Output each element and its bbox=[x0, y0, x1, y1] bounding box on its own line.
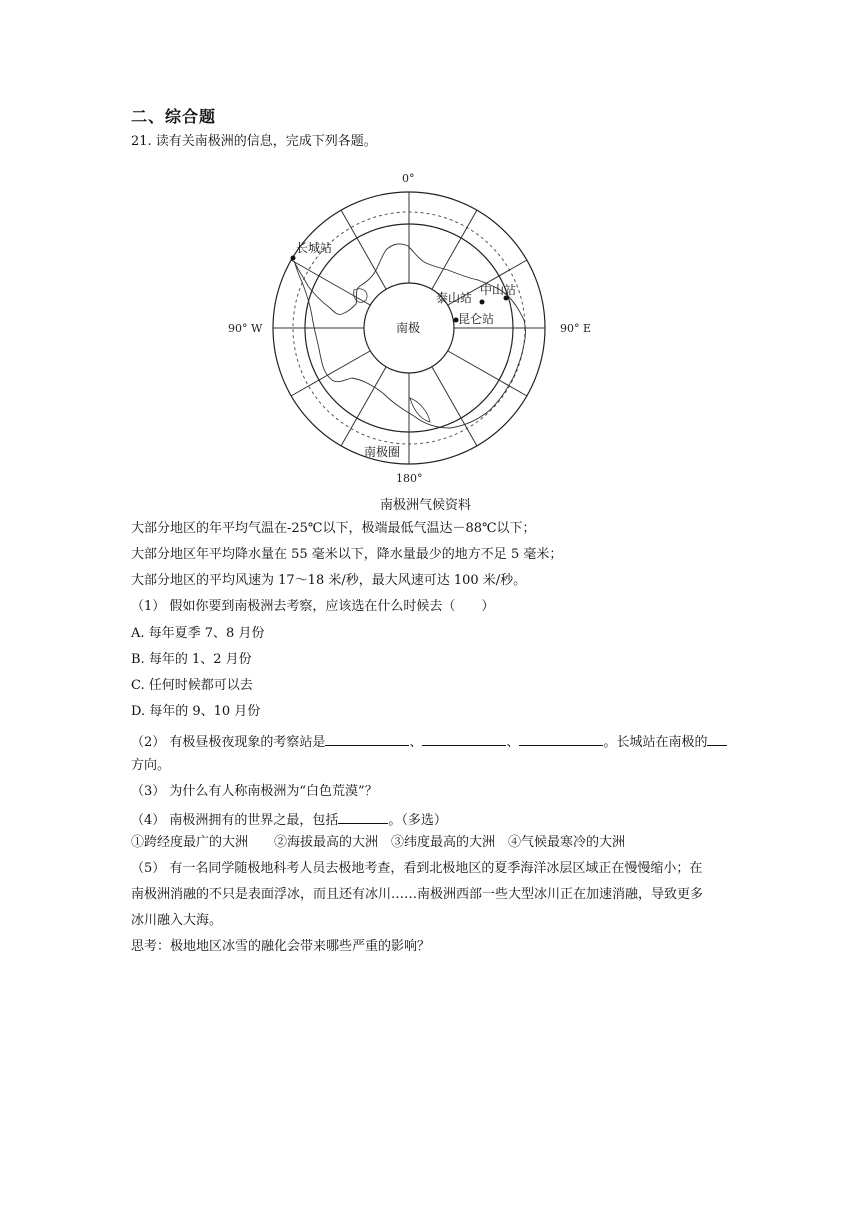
label-90e: 90° E bbox=[560, 322, 592, 335]
antarctica-map bbox=[224, 166, 594, 496]
option-c: C. 任何时候都可以去 bbox=[131, 678, 253, 693]
option-a: A. 每年夏季 7、8 月份 bbox=[131, 626, 265, 641]
answer-blank-5[interactable] bbox=[338, 809, 388, 824]
great-wall-station-dot bbox=[291, 256, 296, 261]
question-2-middle: 。长城站在南极的 bbox=[603, 735, 708, 750]
think-question: 思考：极地地区冰雪的融化会带来哪些严重的影响？ bbox=[131, 939, 431, 954]
antarctica-coastline bbox=[294, 244, 526, 428]
question-3: （3） 为什么有人称南极洲为“白色荒漠”？ bbox=[131, 784, 378, 799]
taishan-station-label: 泰山站 bbox=[436, 291, 473, 305]
question-5-line2: 南极洲消融的不只是表面浮冰，而且还有冰川……南极洲西部一些大型冰川正在加速消融，导致更多 bbox=[131, 887, 704, 902]
zhongshan-station-label: 中山站 bbox=[480, 283, 517, 297]
question-4-options: ①跨经度最广的大洲 ②海拔最高的大洲 ③纬度最高的大洲 ④气候最寒冷的大洲 bbox=[131, 835, 626, 850]
question-2-sep1: 、 bbox=[409, 735, 423, 750]
climate-temperature: 大部分地区的年平均气温在-25℃以下，极端最低气温达－88℃以下； bbox=[131, 521, 536, 536]
great-wall-station-label: 长城站 bbox=[296, 241, 333, 255]
question-4-suffix: 。（多选） bbox=[388, 813, 447, 828]
section-title: 二、综合题 bbox=[131, 107, 217, 126]
option-d: D. 每年的 9、10 月份 bbox=[131, 704, 261, 719]
climate-precipitation: 大部分地区年平均降水量在 55 毫米以下，降水量最少的地方不足 5 毫米； bbox=[131, 547, 563, 562]
question-2-prefix: （2） 有极昼极夜现象的考察站是 bbox=[131, 735, 326, 750]
answer-blank-3[interactable] bbox=[519, 731, 603, 746]
figure-caption: 南极洲气候资料 bbox=[380, 498, 472, 513]
kunlun-station-label: 昆仑站 bbox=[458, 312, 495, 326]
question-2 bbox=[131, 731, 727, 752]
question-5-line3: 冰川融入大海。 bbox=[131, 913, 223, 928]
question-1: （1） 假如你要到南极洲去考察，应该选在什么时候去（ ） bbox=[131, 599, 495, 614]
answer-blank-4[interactable] bbox=[707, 731, 727, 746]
ross-ice-shelf-outline bbox=[410, 398, 430, 422]
taishan-station-dot bbox=[480, 300, 485, 305]
label-180: 180° bbox=[396, 472, 423, 485]
option-b: B. 每年的 1、2 月份 bbox=[131, 652, 252, 667]
answer-blank-2[interactable] bbox=[422, 731, 506, 746]
question-4-prefix: （4） 南极洲拥有的世界之最，包括 bbox=[131, 813, 339, 828]
south-pole-label: 南极 bbox=[396, 321, 421, 335]
label-0: 0° bbox=[402, 172, 415, 185]
antarctica-map-svg bbox=[224, 166, 594, 496]
question-2-sep2: 、 bbox=[506, 735, 520, 750]
question-4 bbox=[131, 809, 447, 830]
antarctic-circle-label: 南极圈 bbox=[364, 445, 401, 459]
label-90w: 90° W bbox=[228, 322, 263, 335]
ice-shelf-outline bbox=[354, 289, 367, 303]
answer-blank-1[interactable] bbox=[325, 731, 409, 746]
climate-wind: 大部分地区的平均风速为 17～18 米/秒，最大风速可达 100 米/秒。 bbox=[131, 573, 527, 588]
question-5-line1: （5） 有一名同学随极地科考人员去极地考查，看到北极地区的夏季海洋冰层区域正在慢慢缩小；在 bbox=[131, 861, 703, 876]
question-2-continued: 方向。 bbox=[131, 758, 171, 773]
question-stem: 21. 读有关南极洲的信息，完成下列各题。 bbox=[131, 134, 377, 149]
